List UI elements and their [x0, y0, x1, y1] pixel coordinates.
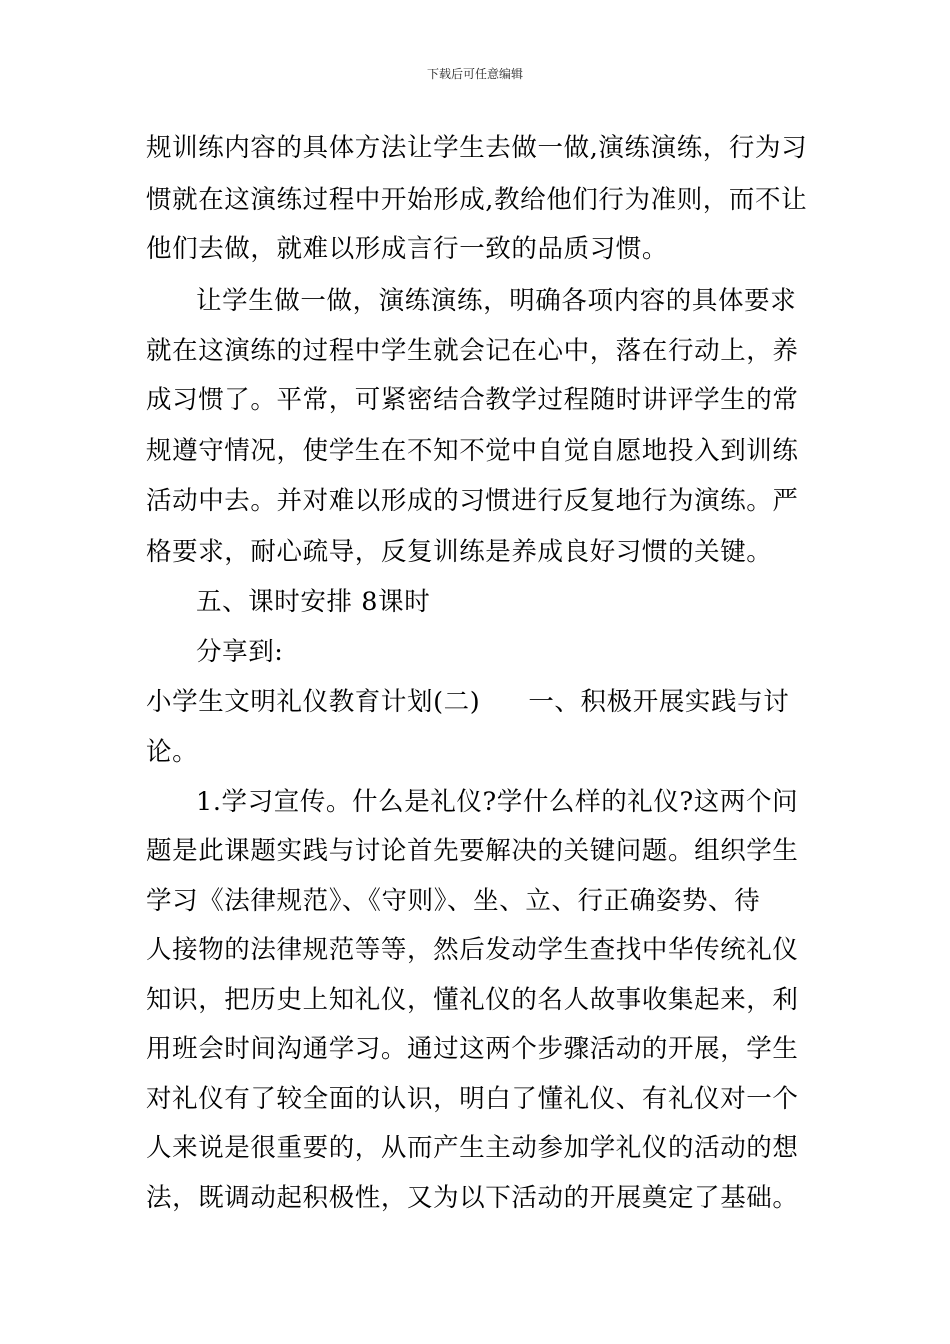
text-line: 活动中去。并对难以形成的习惯进行反复地行为演练。严 — [146, 486, 799, 516]
text-line: 用班会时间沟通学习。通过这两个步骤活动的开展，学生 — [146, 1034, 799, 1064]
text-line: 论。 — [146, 737, 199, 767]
section-heading: 五、课时安排 8课时 — [196, 587, 431, 617]
text-line: 知识，把历史上知礼仪，懂礼仪的名人故事收集起来，利 — [146, 985, 799, 1015]
text-line: 学习《法律规范》、《守则》、坐、立、行正确姿势、待 — [146, 886, 761, 916]
text-line: 题是此课题实践与讨论首先要解决的关键问题。组织学生 — [146, 836, 799, 866]
text-line: 规训练内容的具体方法让学生去做一做,演练演练，行为习 — [146, 133, 808, 163]
text-line: 成习惯了。平常，可紧密结合教学过程随时讲评学生的常 — [146, 385, 799, 415]
text-line: 他们去做，就难以形成言行一致的品质习惯。 — [146, 234, 669, 264]
section-heading: 一、积极开展实践与讨 — [528, 687, 790, 717]
text-line: 格要求，耐心疏导，反复训练是养成良好习惯的关键。 — [146, 537, 773, 567]
text-line: 法，既调动起积极性，又为以下活动的开展奠定了基础。 — [146, 1183, 799, 1213]
text-line: 1.学习宣传。什么是礼仪?学什么样的礼仪?这两个问 — [196, 787, 799, 817]
text-line: 就在这演练的过程中学生就会记在心中，落在行动上，养 — [146, 336, 799, 366]
article-title: 小学生文明礼仪教育计划(二) — [146, 687, 481, 717]
text-line: 惯就在这演练过程中开始形成,教给他们行为准则，而不让 — [146, 185, 808, 215]
text-line: 规遵守情况，使学生在不知不觉中自觉自愿地投入到训练 — [146, 436, 799, 466]
text-line: 对礼仪有了较全面的认识，明白了懂礼仪、有礼仪对一个 — [146, 1084, 799, 1114]
text-line: 让学生做一做，演练演练，明确各项内容的具体要求 — [196, 286, 797, 316]
share-label: 分享到: — [196, 637, 284, 667]
page-header: 下载后可任意编辑 — [426, 67, 523, 81]
text-line — [146, 685, 806, 719]
text-line: 人来说是很重要的，从而产生主动参加学礼仪的活动的想 — [146, 1133, 799, 1163]
text-line: 人接物的法律规范等等，然后发动学生查找中华传统礼仪 — [146, 935, 799, 965]
